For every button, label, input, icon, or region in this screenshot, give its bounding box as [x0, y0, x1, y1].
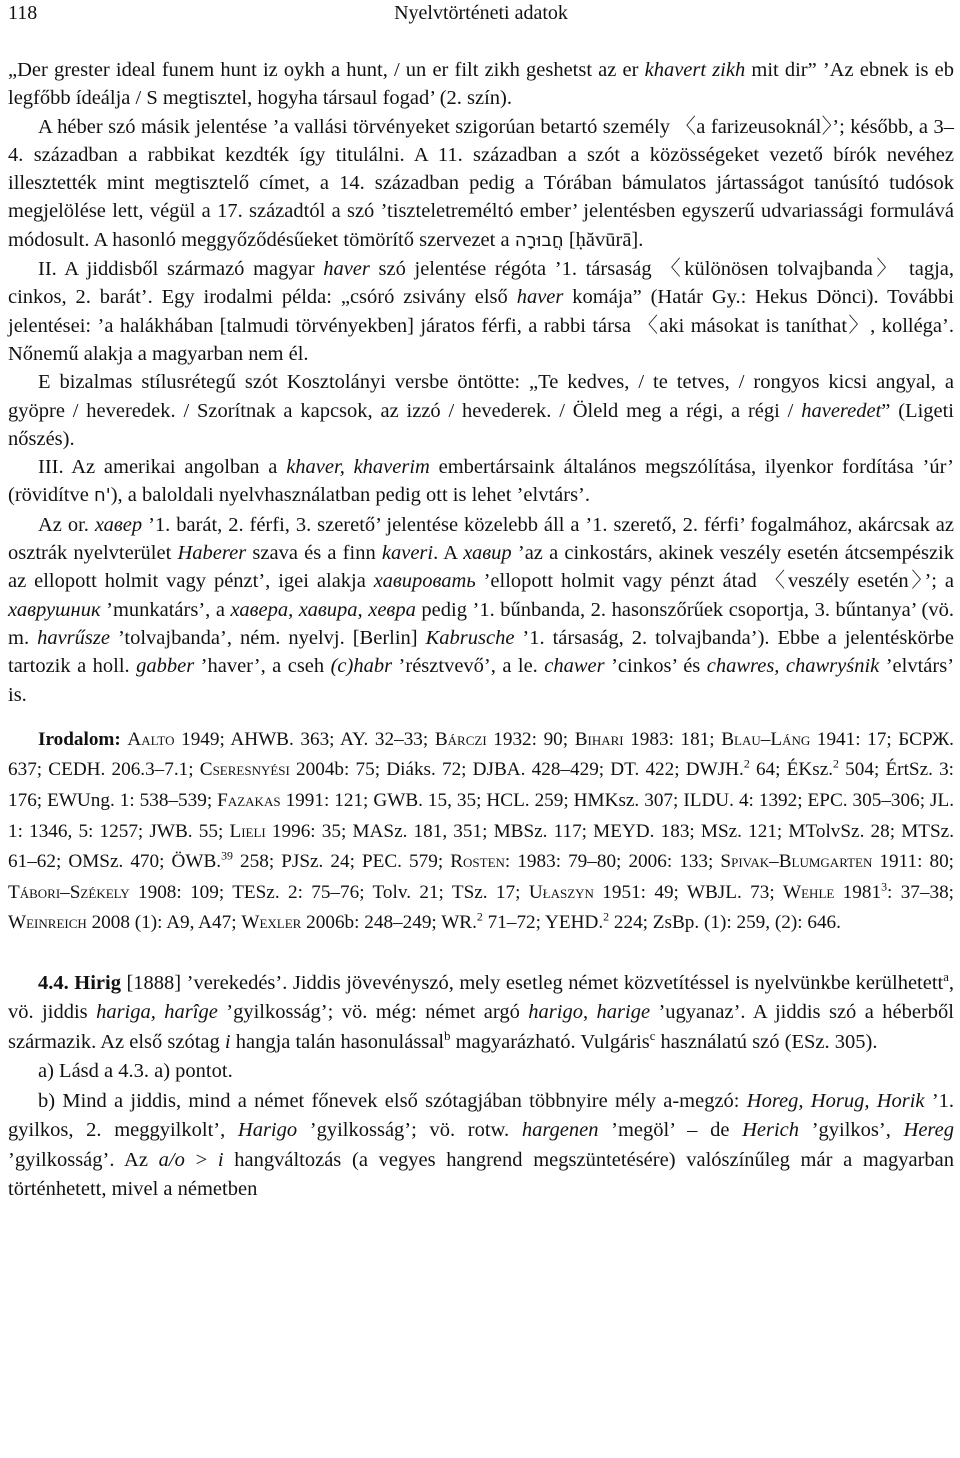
literature-text: Irodalom: Aalto 1949; AHWB. 363; AY. 32–33; Bárczi 1932: 90; Bihari 1983: 181; Blau–Láng 1941: 17; БСРЖ. 637; CEDH. 206.3–7.1; Cseresnyési 2004b: 75; Diáks. 72; DJBA. 428–429; DT. 422; DWJH.$^2$ 64; ÉKsz.$^2$ 504; ÉrtSz. 3: 176; EWUng. 1: 538–539; Fazakas 1991: 121; GWB. 15, 35; HCL. 259; HMKsz. 307; ILDU. 4: 1392; EPC. 305–306; JL. 1: 1346, 5: 1257; JWB. 55; Lieli 1996: 35; MASz. 181, 351; MBSz. 117; MEYD. 183; MSz. 121; MTolvSz. 28; MTSz. 61–62; OMSz. 470; ÖWB.$^{39}$ 258; PJSz. 24; PEC. 579; Rosten: 1983: 79–80; 2006: 133; Spivak–Blumgarten 1911: 80; Tábori–Székely 1908: 109; TESz. 2: 75–76; Tolv. 21; TSz. 17; Ułaszyn 1951: 49; WBJL. 73; Wehle 1981$^3$: 37–38; Weinreich 2008 (1): A9, A47; Wexler 2006b: 248–249; WR.$^2$ 71–72; YEHD.$^2$ 224; ZsBp. (1): 259, (2): 646. — [8, 728, 955, 934]
running-head: Nyelvtörténeti adatok — [394, 2, 568, 24]
paragraph-section-iii: III. Az amerikai angolban a khaver, khaverim embertársaink általános megszólítása, ilyenkor fordítása ’úr’ (rövidítve ח'), a baloldali nyelvhasználatban pedig ott is lehet ’elvtárs’. — [8, 456, 954, 507]
note-a: a) Lásd a 4.3. a) pontot. — [38, 1060, 233, 1083]
entry-number: 4.4. — [38, 971, 69, 994]
page-header — [8, 0, 954, 40]
paragraph-quote: „Der grester ideal funem hunt iz oykh a hunt, / un er filt zikh geshetst az er khavert zikh mit dir” ’Az ebnek is eb legfőbb ídeálja / S megtisztel, hogyha társaul fogad’ (2. szín). — [8, 59, 954, 110]
page-number: 118 — [8, 2, 38, 24]
literature-block — [8, 725, 954, 939]
paragraph-hebrew-meaning: A héber szó másik jelentése ’a vallási törvényeket szigorúan betartó személy 〈a farizeusoknál〉’; később, a 3–4. században a rabbikat kezdték így titulálni. A 11. században a szót a közösségeket vezető bírók nevéhez illesztették mint megtisztelő címet, a 14. században pedig a Tórában bámulatos jártasságot tanúsító tudósok megjelölése lett, végül a 17. századtól a szó ’tiszteletreméltó ember’ jelentésben egyszerű udvariassági formulává módosult. A hasonló meggyőződésűeket tömörítő szervezet a חֲבוּרָה [ḥăvūrā]. — [8, 115, 954, 251]
paragraph-kosztolanyi: E bizalmas stílusrétegű szót Kosztolányi versbe öntötte: „Te kedves, / te tetves, / rongyos kicsi angyal, a gyöpre / heveredek. / Szorítnak a kapcsok, az izzó / hevederek. / Öleld meg a régi, a régi / haveredet” (Ligeti nőszés). — [8, 371, 955, 450]
paragraph-russian: Az or. хавер ’1. barát, 2. férfi, 3. szerető’ jelentése közelebb áll a ’1. szerető, 2. férfi’ fogalmához, akárcsak az osztrák nyelvterület Haberer szava és a finn kaveri. A хавир ’az a cinkostárs, akinek veszély esetén átcsempészik az ellopott holmit vagy pénzt’, igei alakja хавировать ’ellopott holmit vagy pénzt átad 〈veszély esetén〉’; a хаврушник ’munkatárs’, a хавера, хавира, хевра pedig ’1. bűnbanda, 2. hasonszőrűek csoportja, 3. bűntanya’ (vö. m. havrűsze ’tolvajbanda’, ném. nyelvj. [Berlin] Kabrusche ’1. társaság, 2. tolvajbanda’). Ebbe a jelentéskörbe tartozik a holl. gabber ’haver’, a cseh (c)habr ’résztvevő’, a le. chawer ’cinkos’ és chawres, chawryśnik ’elvtárs’ is. — [8, 513, 955, 706]
entry-paragraph: 4.4. Hirig [1888] ’verekedés’. Jiddis jövevényszó, mely esetleg német közvetítéssel is nyelvünkbe kerülhetett$^a$, vö. jiddis hariga, harîge ’gyilkosság’; vö. még: német argó harigo, harige ’ugyanaz’. A jiddis szó a héberből származik. Az első szótag i hangja talán hasonulással$^b$ magyarázható. Vulgáris$^c$ használatú szó (ESz. 305). — [8, 970, 955, 1053]
entry-hirig — [8, 969, 954, 1205]
literature-label: Irodalom: — [38, 728, 121, 750]
entry-date: [1888] — [126, 971, 182, 994]
note-b: b) Mind a jiddis, mind a német főnevek első szótagjában többnyire mély a-megzó: Horeg, Horug, Horik ’1. gyilkos, 2. meggyilkolt’, Harigo ’gyilkosság’; vö. rotw. hargenen ’megöl’ – de Herich ’gyilkos’, Hereg ’gyilkosság’. Az a/o > i hangváltozás (a vegyes hangrend megszüntetésére) valószínűleg már a magyarban történhetett, mivel a németben — [8, 1089, 955, 1201]
body-text — [8, 56, 954, 709]
document-page — [8, 0, 954, 1458]
entry-headword: Hirig — [74, 971, 121, 994]
paragraph-section-ii: II. A jiddisből származó magyar haver szó jelentése régóta ’1. társaság 〈különösen tolvajbanda〉 tagja, cinkos, 2. barát’. Egy irodalmi példa: „csóró zsivány első haver komája” (Határ Gy.: Hekus Dönci). További jelentései: ’a halákhában [talmudi törvényekben] járatos férfi, a rabbi társa 〈aki másokat is taníthat〉, kolléga’. Nőnemű alakja a magyarban nem él. — [8, 258, 955, 365]
